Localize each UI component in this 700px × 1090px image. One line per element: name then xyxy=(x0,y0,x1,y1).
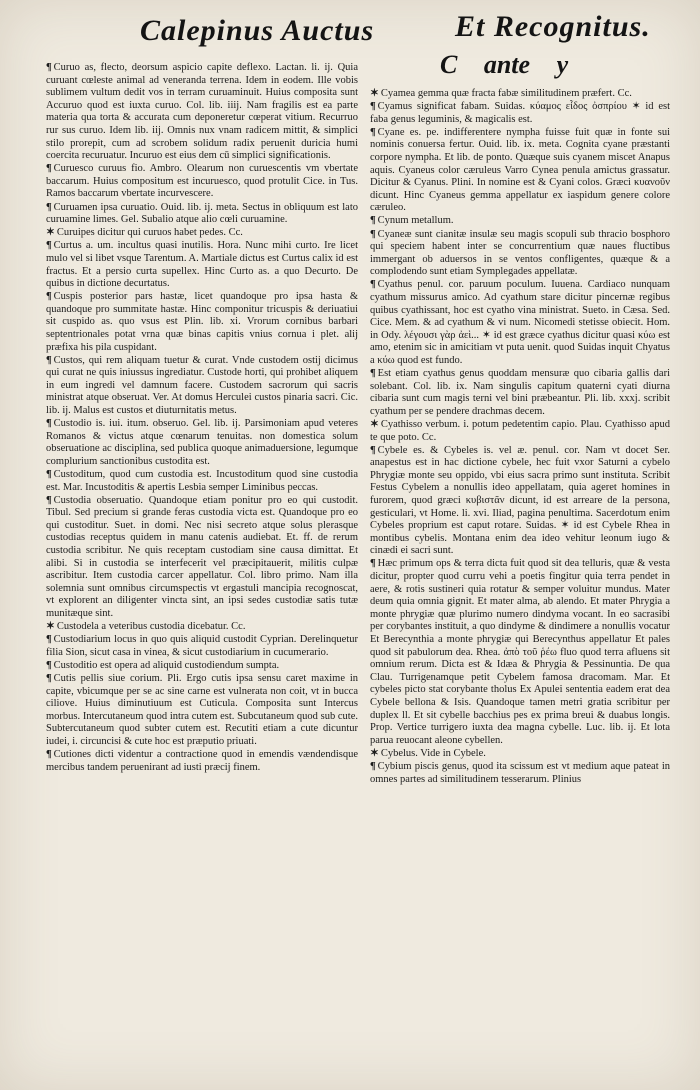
right-text-column xyxy=(370,88,670,787)
entry-text: Curtus a. um. incultus quasi inutilis. Hora. Nunc mihi curto. Ire licet mulo vel si libet vsque Tarentum. A. Martiale dictus est Curtus calix id est fractus. Et a persio curta supellex. Hinc Curto as. a quo Decurto. De quibus in dictione decurtatus. xyxy=(46,240,358,290)
entry-mark: ¶ xyxy=(46,749,52,761)
entry-text: Custodio is. iui. itum. obseruo. Gel. lib. ij. Parsimoniam apud veteres Romanos & victus atque cœnarum tenuitas. non domestica solum obseruatione ac disciplina, sed publica quoque animaduersione, legumque complurium sanctionibus custodita est. xyxy=(46,418,358,467)
entry-mark: ¶ xyxy=(46,240,52,252)
entry-text: Cybium piscis genus, quod ita scissum est vt medium aque pateat in omnes partes ad similitudinem tesserarum. Plinius xyxy=(370,760,670,785)
dictionary-entry xyxy=(46,673,358,749)
entry-text: Custoditio est opera ad aliquid custodiendum sumpta. xyxy=(53,659,280,671)
entry-mark: ¶ xyxy=(370,368,376,380)
dictionary-entry xyxy=(370,761,670,786)
dictionary-entry xyxy=(46,621,358,634)
dictionary-entry xyxy=(370,445,670,558)
entry-mark: ¶ xyxy=(46,291,52,303)
entry-text: Cynum metallum. xyxy=(377,215,454,227)
dictionary-entry xyxy=(370,748,670,761)
dictionary-entry xyxy=(46,202,358,227)
entry-mark: ¶ xyxy=(46,62,52,73)
entry-text: Custodiarium locus in quo quis aliquid custodit Cyprian. Derelinquetur filia Sion, sicut casa in vinea, & sicut custodiarium in cucumerario. xyxy=(46,634,358,658)
entry-mark: ¶ xyxy=(46,163,52,175)
entry-mark: ¶ xyxy=(370,760,376,772)
dictionary-entry xyxy=(370,558,670,747)
entry-mark: ¶ xyxy=(46,673,52,684)
entry-text: Hæc primum ops & terra dicta fuit quod sit dea telluris, quæ & vesta dicitur, propter quod curru vehi a poetis fingitur quia terra pendet in aere, & rotis sustineri quia rotatur & semper voluitur mundus. Mater deum quia omnia gignit. Et mater alma, ab alendo. Et mater Phrygia a monte phrygiæ quæ plurimo numero dindyma vocant. In eo sacrasibi per corybantes instituit, a quo dindyme & dindimere a nonullis vocatur Et Berecynthia a monte phrygiæ qui Berecynthus appellatur Et pales quod sit pabulorum dea. Rhea. ἀπὸ τοῦ ῥέω fluo quod terra afluens sit omnium rerum. Dicta est & Idæa & Phrygia & Pessinuntia. De qua Clau. Turrigenamque petit Cybelem famosa dracomam. Mar. Et cybeles picto stat corybante tholus Ex Apulei sententia eadem erat dea Cybele bellona & Isis. Quandoque tamen metri gratia scribitur per duplex ll. Et sit cybelle bacchius pes ex prima breui & duabus longis. Prop. Vertice turrigero iuxta dea magna cybelle. Luc. lib. ij. Et lota parua reuocant aleone cybellen. xyxy=(370,558,670,746)
entry-text: Curuesco curuus fio. Ambro. Olearum non curuescentis vm vbertate baccarum. Huius compositum est incuruesco, quod protulit Cice. in Tus. Ramos baccarum vbertate incurvescere. xyxy=(46,163,358,200)
entry-text: Curuipes dicitur qui curuos habet pedes. Cc. xyxy=(56,227,243,239)
entry-text: Curuo as, flecto, deorsum aspicio capite deflexo. Lactan. li. ij. Quia curuant cœleste animal ad veneranda terrena. Idem in eodem. Ille vobis sublimem vultum dedit vos in terram curuaminuit. Huius composita sunt Accuruo quod est iuxta curuo. Col. lib. iiij. Nam fragilis est ea parte materia qua torta & accurata cum deponeretur cœperat vitium. Recurruo rur sus curuo. Idem lib. iij. Omnis nux vnam radicem mittit, & simplici stilo prorepit, cum ad scrobem solidum radix peruenit duricia humi coercita recuruatur. Incuruo est eius dem cū simplici significationis. xyxy=(46,62,358,162)
running-header-left: Calepinus Auctus xyxy=(140,14,375,47)
entry-mark: ¶ xyxy=(46,659,52,671)
entry-text: Custos, qui rem aliquam tuetur & curat. Vnde custodem ostij dicimus qui curat ne quis iniussus ingrediatur. Custode horti, qui prohibet aliquem in eum ingredi vel damnum facere. Custodem sacrorum qui sacris ministrat atque obseruat. Ver. At domus Herculei custos pinaria sacri. Cic. lib. ij. Malus est custos et diuturnitatis metus. xyxy=(46,354,358,417)
entry-text: Curuamen ipsa curuatio. Ouid. lib. ij. meta. Sectus in obliquum est lato curuamine limes. Gel. Subalio atque alio cœli curuamine. xyxy=(46,201,358,226)
entry-text: Cyamus significat fabam. Suidas. κύαμος εἶδος ὀσπρίου ✶ id est faba genus leguminis, & magicalis est. xyxy=(370,101,670,125)
dictionary-entry xyxy=(46,495,358,621)
entry-text: Cuspis posterior pars hastæ, licet quandoque pro ipsa hasta & quandoque pro summitate hastæ. Hinc componitur tricuspis & deriuatiui sit cuspido as. quo vsus est Plin. lib. xi. Vrorum cornibus barbari septentrionales potat vrna quæ binas capitis vnius cornua i plet. alij præfixa his pila cuspidant. xyxy=(46,291,358,353)
dictionary-entry xyxy=(46,749,358,774)
entry-mark: ¶ xyxy=(370,215,376,227)
entry-text: Cyamea gemma quæ fracta fabæ similitudinem præfert. Cc. xyxy=(380,88,632,99)
entry-mark: ✶ xyxy=(370,747,379,759)
entry-mark: ✶ xyxy=(46,621,55,633)
entry-text: Cutis pellis siue corium. Pli. Ergo cutis ipsa sensu caret maxime in capite, vbicumque per se ac sine carne est vulnerata non coit, vt in bucca ciliove. Huius diminutiuum est Cuticula. Composita sunt Intercus morbus. Intercutaneum quod intra cutem est. Subcutaneum quod sub cute. Subtercutaneum quod subter cutem est. Recutiti etiam a cute dicuntur iudei, i. circuncisi & cute hoc est præputio priuati. xyxy=(46,673,358,747)
entry-text: Custoditum, quod cum custodia est. Incustoditum quod sine custodia est. Mar. Incustoditis & apertis Lesbia semper Liminibus peccas. xyxy=(46,469,358,493)
dictionary-entry xyxy=(46,62,358,163)
dictionary-entry xyxy=(46,291,358,354)
dictionary-entry xyxy=(46,355,358,418)
dictionary-entry xyxy=(46,634,358,659)
entry-mark: ¶ xyxy=(46,634,52,646)
dictionary-entry xyxy=(46,240,358,290)
entry-mark: ¶ xyxy=(46,494,52,506)
dictionary-entry xyxy=(46,163,358,201)
dictionary-entry xyxy=(370,127,670,215)
entry-mark: ¶ xyxy=(46,469,52,480)
entry-mark: ¶ xyxy=(46,201,52,213)
entry-text: Est etiam cyathus genus quoddam mensuræ quo cibaria gallis dari solebant. Col. lib. ix. Nam singulis capitum quaterni cyati diurna cibaria sunt cum magis terni vel bini præbeantur. Pli. lib. xxxj. scribit cyathum per se pendere drachmas decem. xyxy=(370,368,670,417)
entry-text: Custodela a veteribus custodia dicebatur. Cc. xyxy=(56,621,246,633)
entry-mark: ¶ xyxy=(370,228,376,240)
running-header-right: Et Recognitus. xyxy=(455,10,651,43)
entry-text: Custodia obseruatio. Quandoque etiam ponitur pro eo qui custodit. Tibul. Sed precium si grande feras custodia victa est. Quandoque pro eo qui custoditur. Suet. in domi. Nec nisi secreto atque solus plerasque custodias receptus quidem in manu catenis audiebat. Et. ff. de rerum custodia scribitur. Ne quis receptam custodiam sine causa dimittat. Et alibi. Si in custodia se interfecerit vel præcipitauerit, militis culpæ ascribitur. Item custodia carcer appellatur. Col. libro primo. Nam illa solemnia sunt omnibus circumspectis vt ergastuli mancipia recognoscat, vt explorent an diligenter vincta sint, an ipsi sedes custodiæ satis tutæ munitæque sint. xyxy=(46,494,358,620)
entry-text: Cybelus. Vide in Cybele. xyxy=(380,747,486,759)
entry-text: Cyathus penul. cor. paruum poculum. Iuuena. Cardiaco nunquam cyathum missurus amico. Ad cyathum stare dicitur pincernæ regibus quibus cyathissant, hoc est cyatho vina ministrat. Sueto. in Cæsa. Sed. Cice. Mem. & ad cyathum & vi num. Nicomedi stetisse obiecit. Hom. in Ody. λέγουσι γὰρ ἀεὶ... ✶ id est græce cyathus dicitur quasi κύω est amo, etenim sic in amicitiam vt puta uenit. quod Suidas inquit Chyatus a κύω quod est fundo. xyxy=(370,279,670,366)
left-text-column xyxy=(46,62,358,775)
entry-mark: ¶ xyxy=(370,279,376,291)
entry-mark: ¶ xyxy=(370,558,376,570)
entry-text: Cyane es. pe. indifferentere nympha fuisse fuit quæ in fonte sui nominis conuersa fertur. Ouid. lib. ix. meta. Cognita cyane præstanti corpore nympha. Et lib. de ponto. Quæque suis cyanem miscet Anapus aquis. Cyaneus color cæruleus Varro Cynea penula amictus grassatur. Dicitur & Cyanus. Plini. In nomine est & Cyani colos. Græci κυανοῦν dicunt. Hinc Cyaneus gemma appellatur ex iaspidum genere colore cæruleo. xyxy=(370,126,670,214)
entry-mark: ¶ xyxy=(370,101,376,113)
entry-mark: ¶ xyxy=(46,354,52,366)
dictionary-entry xyxy=(46,418,358,468)
entry-text: Cybele es. & Cybeles is. vel æ. penul. cor. Nam vt docet Ser. anapestus est in hac dictione cybele, hec fuit vxor Saturni a cybelo Phrygiæ monte seu oppido, vbi eius sacra primo sunt instituta. Scribit Festus Cybelem a nonullis ideo appellatam, quia ageret homines in furorem, quod græci κυβιστᾶν dicunt, id est arreare de la persona, gesticulari, vt Home. li. xvi. Iliad, pagina penultima. Sacerdotum enim Cybeles proprium est caput rotare. Suidas. ✶ id est Cybele Rhea in montibus cybelis. Montana enim dea ideo vehitur leonum iugo & cinædi ei sacri sunt. xyxy=(370,444,670,557)
entry-mark: ✶ xyxy=(370,88,379,99)
dictionary-entry xyxy=(46,227,358,240)
section-letter-heading: C ante y xyxy=(440,50,569,79)
entry-mark: ✶ xyxy=(370,418,379,430)
entry-text: Cutiones dicti videntur a contractione quod in emendis vændendisque mercibus tandem peruenirant ad iusti præcij finem. xyxy=(46,749,358,773)
dictionary-entry xyxy=(370,419,670,444)
dictionary-entry xyxy=(370,368,670,418)
dictionary-entry xyxy=(370,279,670,367)
entry-text: Cyathisso verbum. i. potum pedetentim capio. Plau. Cyathisso apud te que poto. Cc. xyxy=(370,418,670,443)
entry-text: Cyaneæ sunt cianitæ insulæ seu magis scopuli sub thracio bosphoro qui speciem habent inter se concurrentium quæ naues fluctibus immergant ob aduersos in se ventos confligentes, quæque & a complodendo sunt etiam Symplegades appellatæ. xyxy=(370,228,670,278)
dictionary-entry xyxy=(370,229,670,279)
entry-mark: ¶ xyxy=(370,444,376,456)
dictionary-entry xyxy=(370,215,670,228)
entry-mark: ¶ xyxy=(46,418,52,430)
entry-mark: ✶ xyxy=(46,227,55,239)
dictionary-entry xyxy=(46,660,358,673)
entry-mark: ¶ xyxy=(370,126,376,138)
dictionary-entry xyxy=(46,469,358,494)
dictionary-entry xyxy=(370,88,670,101)
dictionary-entry xyxy=(370,101,670,126)
